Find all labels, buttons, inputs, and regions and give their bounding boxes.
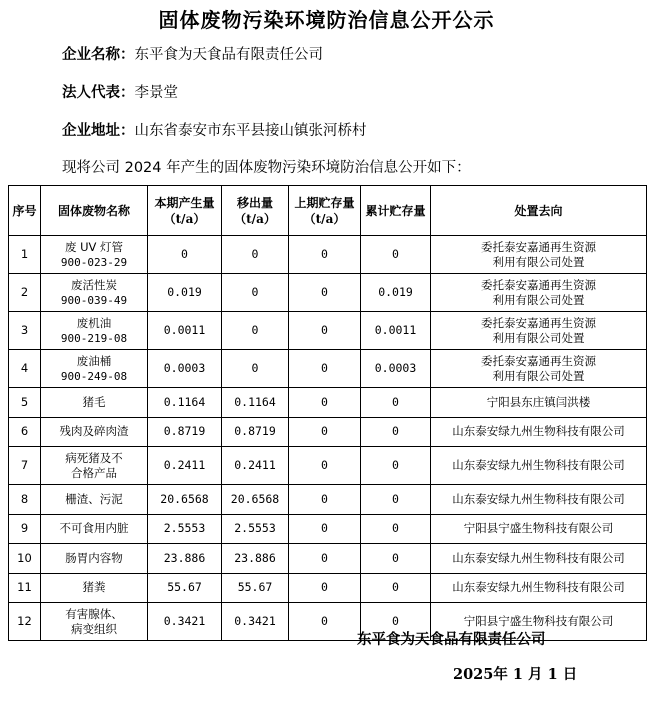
cell-disposal: 宁阳县宁盛生物科技有限公司: [431, 603, 647, 641]
table-row: [9, 485, 647, 515]
cell-prev-stored: 0: [289, 388, 361, 418]
cell-moved-out: 55.67: [222, 573, 289, 603]
cell-name: 病死猪及不 合格产品: [41, 447, 148, 485]
cell-produced: 0.8719: [148, 417, 222, 447]
cell-moved-out: 0: [222, 312, 289, 350]
cell-prev-stored: 0: [289, 312, 361, 350]
cell-moved-out: 0.2411: [222, 447, 289, 485]
cell-cum-stored: 0.019: [361, 274, 431, 312]
cell-moved-out: 23.886: [222, 544, 289, 574]
cell-disposal: 山东泰安绿九州生物科技有限公司: [431, 417, 647, 447]
cell-name: 猪毛: [41, 388, 148, 418]
cell-prev-stored: 0: [289, 603, 361, 641]
cell-disposal: 山东泰安绿九州生物科技有限公司: [431, 573, 647, 603]
cell-seq: 5: [9, 388, 41, 418]
cell-seq: 6: [9, 417, 41, 447]
cell-seq: 1: [9, 236, 41, 274]
header-disposal: 处置去向: [431, 186, 647, 236]
header-name: 固体废物名称: [41, 186, 148, 236]
table-row: [9, 236, 647, 274]
intro-text: 现将公司 2024 年产生的固体废物污染环境防治信息公开如下：: [62, 160, 471, 176]
cell-name: 猪粪: [41, 573, 148, 603]
cell-produced: 55.67: [148, 573, 222, 603]
cell-cum-stored: 0: [361, 514, 431, 544]
cell-disposal: 山东泰安绿九州生物科技有限公司: [431, 544, 647, 574]
cell-prev-stored: 0: [289, 350, 361, 388]
table-row: [9, 603, 647, 641]
cell-disposal: 委托泰安嘉通再生资源 利用有限公司处置: [431, 274, 647, 312]
company-name-label: 企业名称：: [62, 46, 135, 63]
cell-seq: 3: [9, 312, 41, 350]
cell-seq: 10: [9, 544, 41, 574]
legal-rep-value: 李景堂: [134, 85, 178, 101]
cell-seq: 11: [9, 573, 41, 603]
address-label: 企业地址：: [62, 122, 135, 139]
solid-waste-table: [8, 185, 647, 641]
table-row: [9, 417, 647, 447]
cell-produced: 0.019: [148, 274, 222, 312]
cell-cum-stored: 0: [361, 236, 431, 274]
cell-cum-stored: 0.0011: [361, 312, 431, 350]
cell-name: 残肉及碎肉渣: [41, 417, 148, 447]
cell-cum-stored: 0.0003: [361, 350, 431, 388]
cell-disposal: 宁阳县东庄镇闫洪楼: [431, 388, 647, 418]
cell-produced: 0.3421: [148, 603, 222, 641]
cell-produced: 0.1164: [148, 388, 222, 418]
table-row: [9, 274, 647, 312]
cell-produced: 0.2411: [148, 447, 222, 485]
cell-disposal: 委托泰安嘉通再生资源 利用有限公司处置: [431, 236, 647, 274]
cell-seq: 12: [9, 603, 41, 641]
cell-name: 废活性炭 900-039-49: [41, 274, 148, 312]
cell-seq: 9: [9, 514, 41, 544]
cell-name: 废 UV 灯管 900-023-29: [41, 236, 148, 274]
cell-prev-stored: 0: [289, 274, 361, 312]
table-row: [9, 514, 647, 544]
cell-prev-stored: 0: [289, 447, 361, 485]
cell-seq: 2: [9, 274, 41, 312]
cell-cum-stored: 0: [361, 388, 431, 418]
table-row: [9, 573, 647, 603]
cell-name: 废机油 900-219-08: [41, 312, 148, 350]
cell-prev-stored: 0: [289, 573, 361, 603]
cell-disposal: 委托泰安嘉通再生资源 利用有限公司处置: [431, 312, 647, 350]
cell-cum-stored: 0: [361, 573, 431, 603]
cell-seq: 4: [9, 350, 41, 388]
cell-prev-stored: 0: [289, 544, 361, 574]
header-seq: 序号: [9, 186, 41, 236]
cell-produced: 20.6568: [148, 485, 222, 515]
cell-cum-stored: 0: [361, 447, 431, 485]
cell-produced: 0.0011: [148, 312, 222, 350]
cell-name: 废油桶 900-249-08: [41, 350, 148, 388]
cell-name: 不可食用内脏: [41, 514, 148, 544]
address-value: 山东省泰安市东平县接山镇张河桥村: [134, 123, 367, 139]
cell-disposal: 宁阳县宁盛生物科技有限公司: [431, 514, 647, 544]
cell-moved-out: 0.3421: [222, 603, 289, 641]
legal-rep-label: 法人代表：: [62, 84, 135, 101]
cell-cum-stored: 0: [361, 603, 431, 641]
cell-name: 有害腺体、 病变组织: [41, 603, 148, 641]
header-cum-stored: 累计贮存量: [361, 186, 431, 236]
cell-moved-out: 0.8719: [222, 417, 289, 447]
cell-prev-stored: 0: [289, 485, 361, 515]
cell-moved-out: 0: [222, 350, 289, 388]
cell-name: 栅渣、污泥: [41, 485, 148, 515]
cell-moved-out: 0: [222, 236, 289, 274]
cell-produced: 2.5553: [148, 514, 222, 544]
legal-rep-line: [62, 81, 178, 102]
header-produced: 本期产生量（t/a）: [148, 186, 222, 236]
cell-cum-stored: 0: [361, 544, 431, 574]
table-row: [9, 312, 647, 350]
cell-disposal: 山东泰安绿九州生物科技有限公司: [431, 447, 647, 485]
cell-moved-out: 0.1164: [222, 388, 289, 418]
cell-moved-out: 0: [222, 274, 289, 312]
cell-name: 肠胃内容物: [41, 544, 148, 574]
signature-company: 东平食为天食品有限责任公司: [357, 631, 546, 648]
signature-date: 2025年 1 月 1 日: [453, 666, 578, 683]
header-moved-out: 移出量（t/a）: [222, 186, 289, 236]
table-row: [9, 350, 647, 388]
cell-seq: 7: [9, 447, 41, 485]
cell-produced: 0.0003: [148, 350, 222, 388]
table-header-row: [9, 186, 647, 236]
cell-prev-stored: 0: [289, 417, 361, 447]
address-line: [62, 119, 367, 140]
table-row: [9, 388, 647, 418]
company-name-line: [62, 43, 323, 64]
cell-moved-out: 2.5553: [222, 514, 289, 544]
cell-produced: 0: [148, 236, 222, 274]
cell-cum-stored: 0: [361, 485, 431, 515]
table-row: [9, 447, 647, 485]
cell-prev-stored: 0: [289, 236, 361, 274]
document-title: 固体废物污染环境防治信息公开公示: [158, 8, 495, 32]
cell-disposal: 山东泰安绿九州生物科技有限公司: [431, 485, 647, 515]
table-row: [9, 544, 647, 574]
cell-seq: 8: [9, 485, 41, 515]
cell-disposal: 委托泰安嘉通再生资源 利用有限公司处置: [431, 350, 647, 388]
header-prev-stored: 上期贮存量（t/a）: [289, 186, 361, 236]
cell-prev-stored: 0: [289, 514, 361, 544]
cell-cum-stored: 0: [361, 417, 431, 447]
cell-produced: 23.886: [148, 544, 222, 574]
cell-moved-out: 20.6568: [222, 485, 289, 515]
company-name-value: 东平食为天食品有限责任公司: [134, 47, 323, 63]
